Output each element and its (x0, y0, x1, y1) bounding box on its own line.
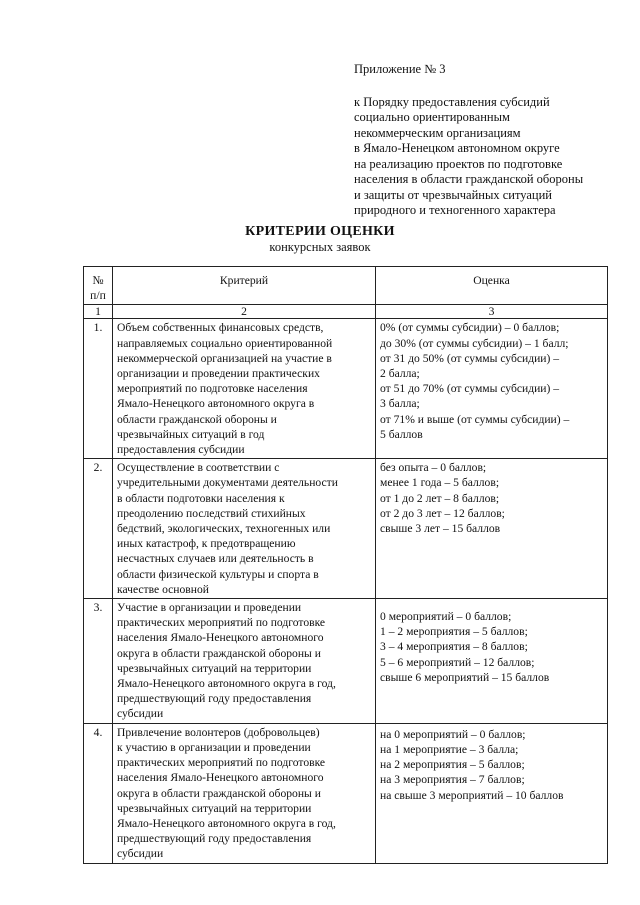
criterion-line: Ямало-Ненецкого автономного округа в (117, 397, 315, 411)
score-line: от 31 до 50% (от суммы субсидии) – (380, 351, 560, 365)
criterion-line: чрезвычайных ситуаций на территории (117, 661, 312, 675)
criterion-line: несчастных случаев или деятельность в (117, 552, 314, 566)
appendix-block (354, 62, 634, 219)
score-cell (376, 319, 608, 459)
score-cell (376, 459, 608, 599)
appendix-line: к Порядку предоставления субсидий (354, 94, 550, 109)
row-number: 2. (84, 459, 113, 599)
criterion-line: в области подготовки населения к (117, 491, 285, 505)
appendix-line: населения в области гражданской обороны (354, 172, 584, 186)
score-line: менее 1 года – 5 баллов; (380, 476, 500, 490)
criterion-line: мероприятий по подготовке населения (117, 382, 308, 396)
criterion-line: предоставления субсидии (117, 443, 245, 457)
row-number: 4. (84, 723, 113, 863)
score-line: свыше 6 мероприятий – 15 баллов (380, 670, 550, 684)
criterion-line: направляемых социально ориентированной (117, 336, 333, 350)
criterion-line: Ямало-Ненецкого автономного округа в год, (117, 816, 336, 830)
criterion-line: к участию в организации и проведении (117, 740, 311, 754)
header-criterion: Критерий (113, 267, 376, 305)
score-line: без опыта – 0 баллов; (380, 461, 487, 475)
appendix-title: Приложение № 3 (354, 62, 446, 76)
score-line: 1 – 2 мероприятия – 5 баллов; (380, 625, 528, 639)
criteria-rows (84, 319, 608, 863)
criterion-line: чрезвычайных ситуаций в год (117, 427, 265, 441)
appendix-line: некоммерческим организациям (354, 125, 521, 140)
score-line: от 51 до 70% (от суммы субсидии) – (380, 382, 560, 396)
criterion-line: области гражданской обороны и (117, 412, 277, 426)
criterion-line: иных катастроф, к предотвращению (117, 537, 296, 551)
appendix-line: и защиты от чрезвычайных ситуаций (354, 187, 552, 202)
criterion-line: округа в области гражданской обороны и (117, 786, 321, 800)
document-subtitle: конкурсных заявок (269, 240, 371, 254)
score-line: от 71% и выше (от суммы субсидии) – (380, 412, 570, 426)
score-line: 2 балла; (380, 367, 420, 381)
criterion-line: Участие в организации и проведении (117, 601, 302, 615)
criterion-line: Объем собственных финансовых средств, (117, 321, 324, 335)
score-line: на 1 мероприятие – 3 балла; (380, 742, 519, 756)
criterion-line: округа в области гражданской обороны и (117, 646, 321, 660)
row-number: 1. (84, 319, 113, 459)
criterion-line: субсидии (117, 847, 164, 861)
column-numbers-row (84, 305, 608, 319)
score-line: 3 – 4 мероприятия – 8 баллов; (380, 640, 528, 654)
score-line: 0 мероприятий – 0 баллов; (380, 610, 512, 624)
row-number: 3. (84, 599, 113, 724)
table-header-row (84, 267, 608, 305)
column-number: 3 (376, 305, 608, 319)
table-row (84, 319, 608, 459)
criterion-line: населения Ямало-Ненецкого автономного (117, 631, 324, 645)
criterion-cell (113, 723, 376, 863)
header-number: № п/п (84, 267, 113, 305)
score-line: 5 – 6 мероприятий – 12 баллов; (380, 655, 535, 669)
criterion-line: субсидии (117, 707, 164, 721)
score-line: на 0 мероприятий – 0 баллов; (380, 727, 526, 741)
appendix-line: природного и техногенного характера (354, 203, 556, 217)
score-line: 0% (от суммы субсидии) – 0 баллов; (380, 321, 560, 335)
criterion-cell (113, 599, 376, 724)
table-row (84, 723, 608, 863)
criterion-line: учредительными документами деятельности (117, 476, 338, 490)
criterion-line: некоммерческой организацией на участие в (117, 351, 332, 365)
score-line: 3 балла; (380, 397, 420, 411)
table-row (84, 459, 608, 599)
criterion-line: предшествующий году предоставления (117, 692, 312, 706)
criterion-cell (113, 459, 376, 599)
criterion-line: бедствий, экологических, техногенных или (117, 522, 331, 536)
appendix-line: в Ямало-Ненецком автономном округе (354, 141, 560, 155)
document-title: КРИТЕРИИ ОЦЕНКИ (245, 224, 395, 239)
criterion-line: организации и проведении практических (117, 367, 320, 381)
criterion-line: преодолению последствий стихийных (117, 506, 306, 520)
criterion-line: предшествующий году предоставления (117, 832, 312, 846)
header-score: Оценка (376, 267, 608, 305)
appendix-line: на реализацию проектов по подготовке (354, 156, 563, 171)
criterion-cell (113, 319, 376, 459)
column-number: 1 (84, 305, 113, 319)
criterion-line: Осуществление в соответствии с (117, 461, 280, 475)
criterion-line: Привлечение волонтеров (добровольцев) (117, 725, 320, 739)
score-cell (376, 599, 608, 724)
criterion-line: практических мероприятий по подготовке (117, 616, 326, 630)
criteria-table (83, 266, 608, 864)
score-line: на 2 мероприятия – 5 баллов; (380, 758, 525, 772)
score-line: свыше 3 лет – 15 баллов (380, 522, 501, 536)
criterion-line: практических мероприятий по подготовке (117, 756, 326, 770)
score-cell (376, 723, 608, 863)
appendix-line: социально ориентированным (354, 110, 510, 124)
score-line: до 30% (от суммы субсидии) – 1 балл; (380, 336, 569, 350)
score-line: 5 баллов (380, 427, 423, 441)
criterion-line: качестве основной (117, 582, 209, 596)
score-line: на свыше 3 мероприятий – 10 баллов (380, 788, 564, 802)
score-line: от 2 до 3 лет – 12 баллов; (380, 506, 505, 520)
criterion-line: области физической культуры и спорта в (117, 567, 319, 581)
criterion-line: Ямало-Ненецкого автономного округа в год, (117, 677, 336, 691)
column-number: 2 (113, 305, 376, 319)
score-line: на 3 мероприятия – 7 баллов; (380, 773, 525, 787)
table-row (84, 599, 608, 724)
criterion-line: чрезвычайных ситуаций на территории (117, 801, 312, 815)
criterion-line: населения Ямало-Ненецкого автономного (117, 771, 324, 785)
score-line: от 1 до 2 лет – 8 баллов; (380, 491, 500, 505)
